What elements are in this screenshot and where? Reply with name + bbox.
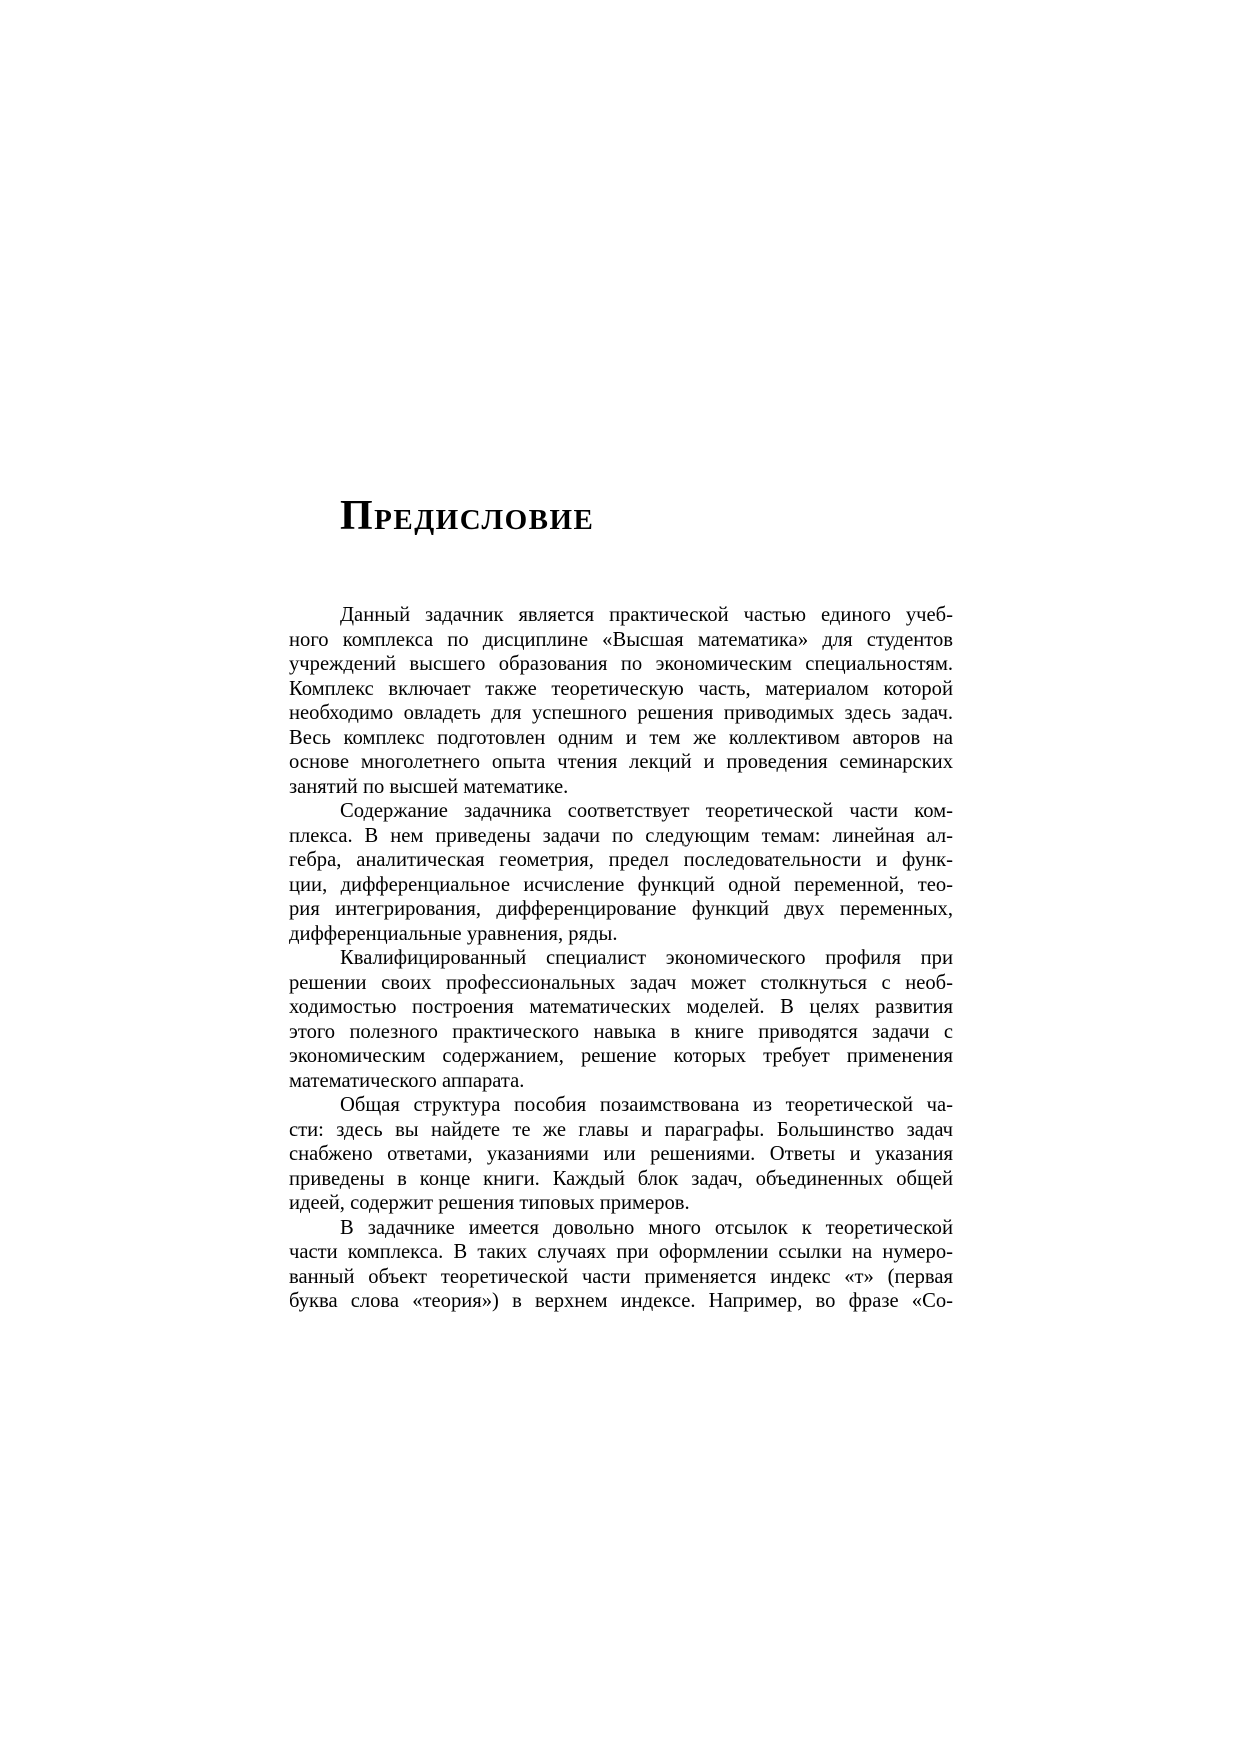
text-line: идеей, содержит решения типовых примеров. <box>289 1192 690 1214</box>
text-line: плекса. В нем приведены задачи по следующим темам: линейная ал- <box>289 824 953 847</box>
paragraph-2 <box>289 799 953 946</box>
text-line: гебра, аналитическая геометрия, предел последовательности и функ- <box>289 849 953 871</box>
text-line: математического аппарата. <box>289 1069 525 1092</box>
paragraph-3 <box>289 946 953 1093</box>
text-line: решении своих профессиональных задач может столкнуться с необ- <box>289 971 953 994</box>
text-line: экономическим содержанием, решение которых требует применения <box>289 1045 953 1067</box>
paragraph-4 <box>289 1093 953 1216</box>
text-line: Комплекс включает также теоретическую часть, материалом которой <box>289 677 953 700</box>
preface-text <box>289 603 953 1314</box>
text-line: ванный объект теоретической части применяется индекс «т» (первая <box>289 1265 953 1288</box>
text-line: снабжено ответами, указаниями или решениями. Ответы и указания <box>289 1143 953 1165</box>
text-line: Весь комплекс подготовлен одним и тем же коллективом авторов на <box>289 726 953 749</box>
text-line: ного комплекса по дисциплине «Высшая математика» для студентов <box>289 628 953 651</box>
text-line: В задачнике имеется довольно много отсылок к теоретической <box>340 1216 953 1239</box>
paragraph-1 <box>289 603 953 799</box>
text-line: дифференциальные уравнения, ряды. <box>289 922 618 945</box>
text-line: необходимо овладеть для успешного решения приводимых здесь задач. <box>289 702 953 724</box>
text-line: ции, дифференциальное исчисление функций одной переменной, тео- <box>289 873 953 896</box>
text-line: занятий по высшей математике. <box>289 775 569 798</box>
paragraph-5 <box>289 1216 953 1314</box>
text-line: буква слова «теория») в верхнем индексе. Например, во фразе «Со- <box>289 1290 953 1312</box>
text-line: сти: здесь вы найдете те же главы и параграфы. Большинство задач <box>289 1118 953 1141</box>
text-line: Общая структура пособия позаимствована из теоретической ча- <box>340 1094 953 1116</box>
text-line: приведены в конце книги. Каждый блок задач, объединенных общей <box>289 1167 953 1190</box>
text-line: рия интегрирования, дифференцирование функций двух переменных, <box>289 898 953 920</box>
text-line: Данный задачник является практической частью единого учеб- <box>340 604 953 626</box>
text-line: Содержание задачника соответствует теоретической части ком- <box>340 800 953 822</box>
text-line: ходимостью построения математических моделей. В целях развития <box>289 996 953 1018</box>
text-line: учреждений высшего образования по экономическим специальностям. <box>289 653 953 675</box>
text-line: Квалифицированный специалист экономического профиля при <box>340 947 953 969</box>
text-line: основе многолетнего опыта чтения лекций и проведения семинарских <box>289 751 953 773</box>
text-line: части комплекса. В таких случаях при оформлении ссылки на нумеро- <box>289 1241 953 1263</box>
text-line: этого полезного практического навыка в книге приводятся задачи с <box>289 1020 953 1043</box>
page-title: Предисловие <box>340 493 595 539</box>
